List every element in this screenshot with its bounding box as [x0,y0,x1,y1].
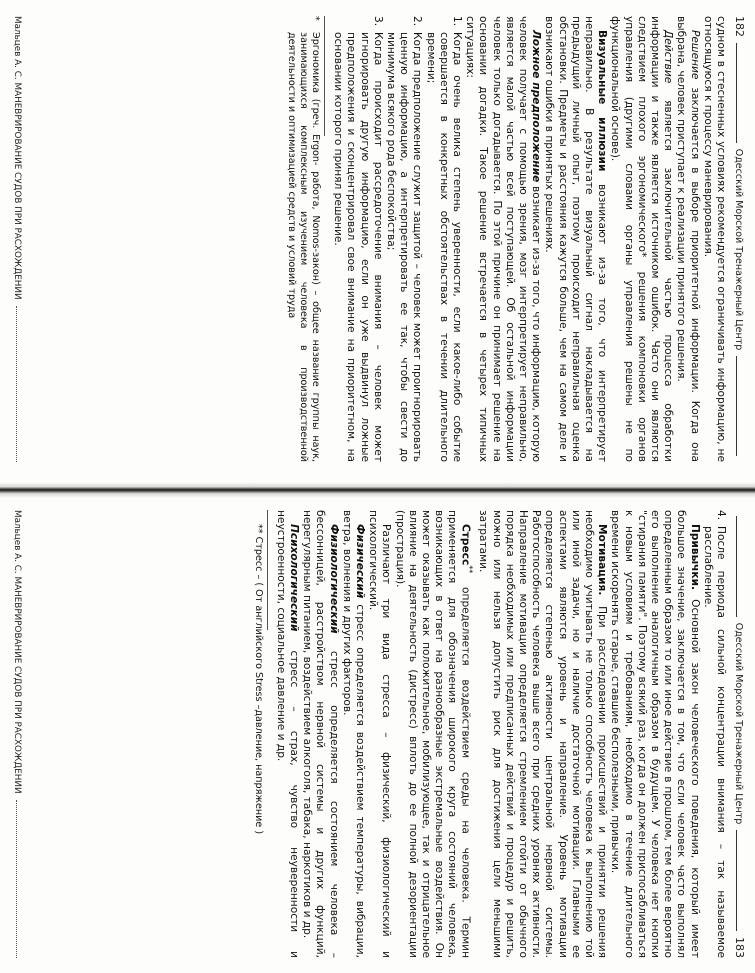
footnote-marker: ** [465,565,475,574]
page-182 [0,0,755,480]
list-text: Когда происходит рассредоточение внимания – человек может игнорировать другую информацию, если он уже выдвинул ложные предположения и сконцентрировал свое внимание на приоритетном, на основании которого принял решение. [332,32,384,462]
paragraph-text: определяется воздействием среды на человека. Термин применяется для обозначения широкого круга состояний человека, возникающих в ответ на разнообразные экстремальные воздействия. Он может оказывать как положительное, мобилизующее, так и отрицательное влияние на деятельность (дистресс) вплоть до ее полной дезориентации (прострация). [393,510,472,958]
page-number: 182 [733,16,746,37]
paragraph [463,16,542,462]
paragraph [340,510,366,958]
term: Решение [688,30,701,80]
list-text: Когда очень велика степень уверенности, если какое-либо событие совершается в конкретных обстоятельствах в течении длительного времени; [424,32,463,462]
page-body [30,510,727,958]
list-number: 2. [411,16,424,27]
paragraph-text: возникает из-за того, что информацию, которую человек получает с помощью зрения, мозг интерпретирует неправильно, является малой частью всей поступающей. Об остальной информации человек только догадывается. По этой причине он принимает решение на основании догадки. Такое решение встречается в четырех типичных ситуациях: [464,16,543,462]
page-183 [0,500,755,973]
page-header [733,510,749,958]
page-number: 183 [733,937,746,958]
book-gutter [0,482,755,498]
paragraph [542,16,608,462]
footnote-rule [324,16,325,136]
header-rule [736,356,737,456]
footnote-text: Эргономика (греч. Ergon- работа, Nomos-закон) – общее название группы наук, занимающихся комплексным изучением человека в производственной деятельности и оптимизацией средств и условий труда [285,32,321,462]
list-item [423,16,463,462]
list-number: 3. [371,16,384,27]
page-footer [10,510,24,958]
footnote-marker: * [309,16,321,21]
list-item [331,16,384,462]
list-item [701,510,727,958]
paragraph [300,510,340,958]
header-title: Одесский Морской Тренажерный Центр [733,148,744,351]
paragraph-text: заключается в выборе приоритетной информации. Когда она выбрана, человек приступает к реализации принятого решения. [675,16,701,462]
paragraph [392,510,476,958]
paragraph: судном в стесненных условиях рекомендуется ограничивать информацию, не относящуюся к процессу маневрирования. [701,16,727,462]
header-rule [736,43,737,143]
footer-rule [16,800,18,958]
term: Привычки. [688,524,701,591]
footer-text: Мальцев А. С. МАНЕВРИРОВАНИЕ СУДОВ ПРИ РАСХОЖДЕНИИ [12,510,22,794]
list-item [384,16,424,462]
term: Действие [662,30,675,84]
list-number: 4. [715,510,727,521]
paragraph-text: является заключительной частью процесса обработки информации и также является источником ошибок. Часто они являются следствием плохого эргономического* решения компоновки органов управления (другими словами органы управления решены не по функциональной основе). [609,16,675,462]
paragraph-text: стресс определяется состоянием человека – бессонницей, расстройством нервной системы и других функций, нерегулярным питанием, воздействием алкоголя, табака, наркотиков и др. [301,510,340,958]
page-body [30,16,727,462]
paragraph-text: При расследовании происшествий и принятии решения необходимо учитывать не только способность человека к выполнению той или иной задачи, но и наличие достаточной мотивации. Главными ее аспектами являются уровень и направление. Уровень мотивации определяется степенью активности центральной нервной системы. Работоспособность человека выше всего при средних уровнях активности. Направление мотивации определяется стремлением отойти от обычного порядка необходимых или предписанных действий и процедур и решить, можно или нельзя допустить риск для достижения цели меньшими затратами. [477,510,609,958]
paragraph-text: возникают из-за того, что интерпретирует неправильно. В результате визуальный сигнал накладывается на предыдущий личный опыт, поэтому происходит неправильная оценка обстановки. Предметы и расстояния кажутся больше, чем на самом деле и возникают ошибки в принятых решениях. [543,16,609,462]
page-footer [10,16,24,462]
header-rule [736,830,737,931]
term: Психологический [287,524,300,632]
paragraph [476,510,608,958]
term: Физический [353,524,366,599]
paragraph [608,510,700,958]
term: Визуальные иллюзии [596,30,609,172]
term: Физиологический [327,524,340,634]
paragraph: Различают три вида стресса – физический, физиологический и психологический. [367,510,393,958]
paragraph-text: Основной закон человеческого поведения, который имеет большое значение, заключается в том, что если человек часто выполнял определенным образом то или иное действие в прошлом, тем более вероятно его выполнение аналогичным образом в будущем. У человека нет кнопки "стирания памяти". Поэтому всякий раз, когда он должен приспосабливаться к новым условиям и требованиям, необходимо в течение длительного времени искоренять старые, ставшие бесполезными, привычки. [609,510,701,958]
paragraph-text: стресс – страх, чувство неуверенности и неустроенности, социальное давление и др. [274,510,300,958]
paragraph [274,510,300,958]
footnote-rule [267,510,268,630]
footnote: ** Стресс – ( От английского Stress –давление, напряжение ) [252,524,264,835]
list-number: 1. [450,16,463,27]
list-text: После периода сильной концентрации внимания – так называемое расслабление. [701,526,727,958]
list-text: Когда предположение служит защитой – человек может проигнорировать ценную информацию, а интерпретировать ее так, чтобы свести до минимума всякого рода беспокойства; [384,32,424,462]
header-rule [736,516,737,617]
term: Ложное предположение [530,30,543,183]
paragraph [674,16,700,462]
term: Мотивация. [596,524,609,596]
paragraph-text: стресс определяется воздействием температуры, вибрации, ветра, волнения и других факторов. [340,510,366,958]
paragraph [608,16,674,462]
footer-rule [16,306,18,462]
page-header [733,16,749,462]
footer-text: Мальцев А. С. МАНЕВРИРОВАНИЕ СУДОВ ПРИ РАСХОЖДЕНИИ [12,16,22,300]
footnote [285,16,321,462]
term: Стресс [459,524,472,566]
header-title: Одесский Морской Тренажерный Центр [733,622,744,825]
